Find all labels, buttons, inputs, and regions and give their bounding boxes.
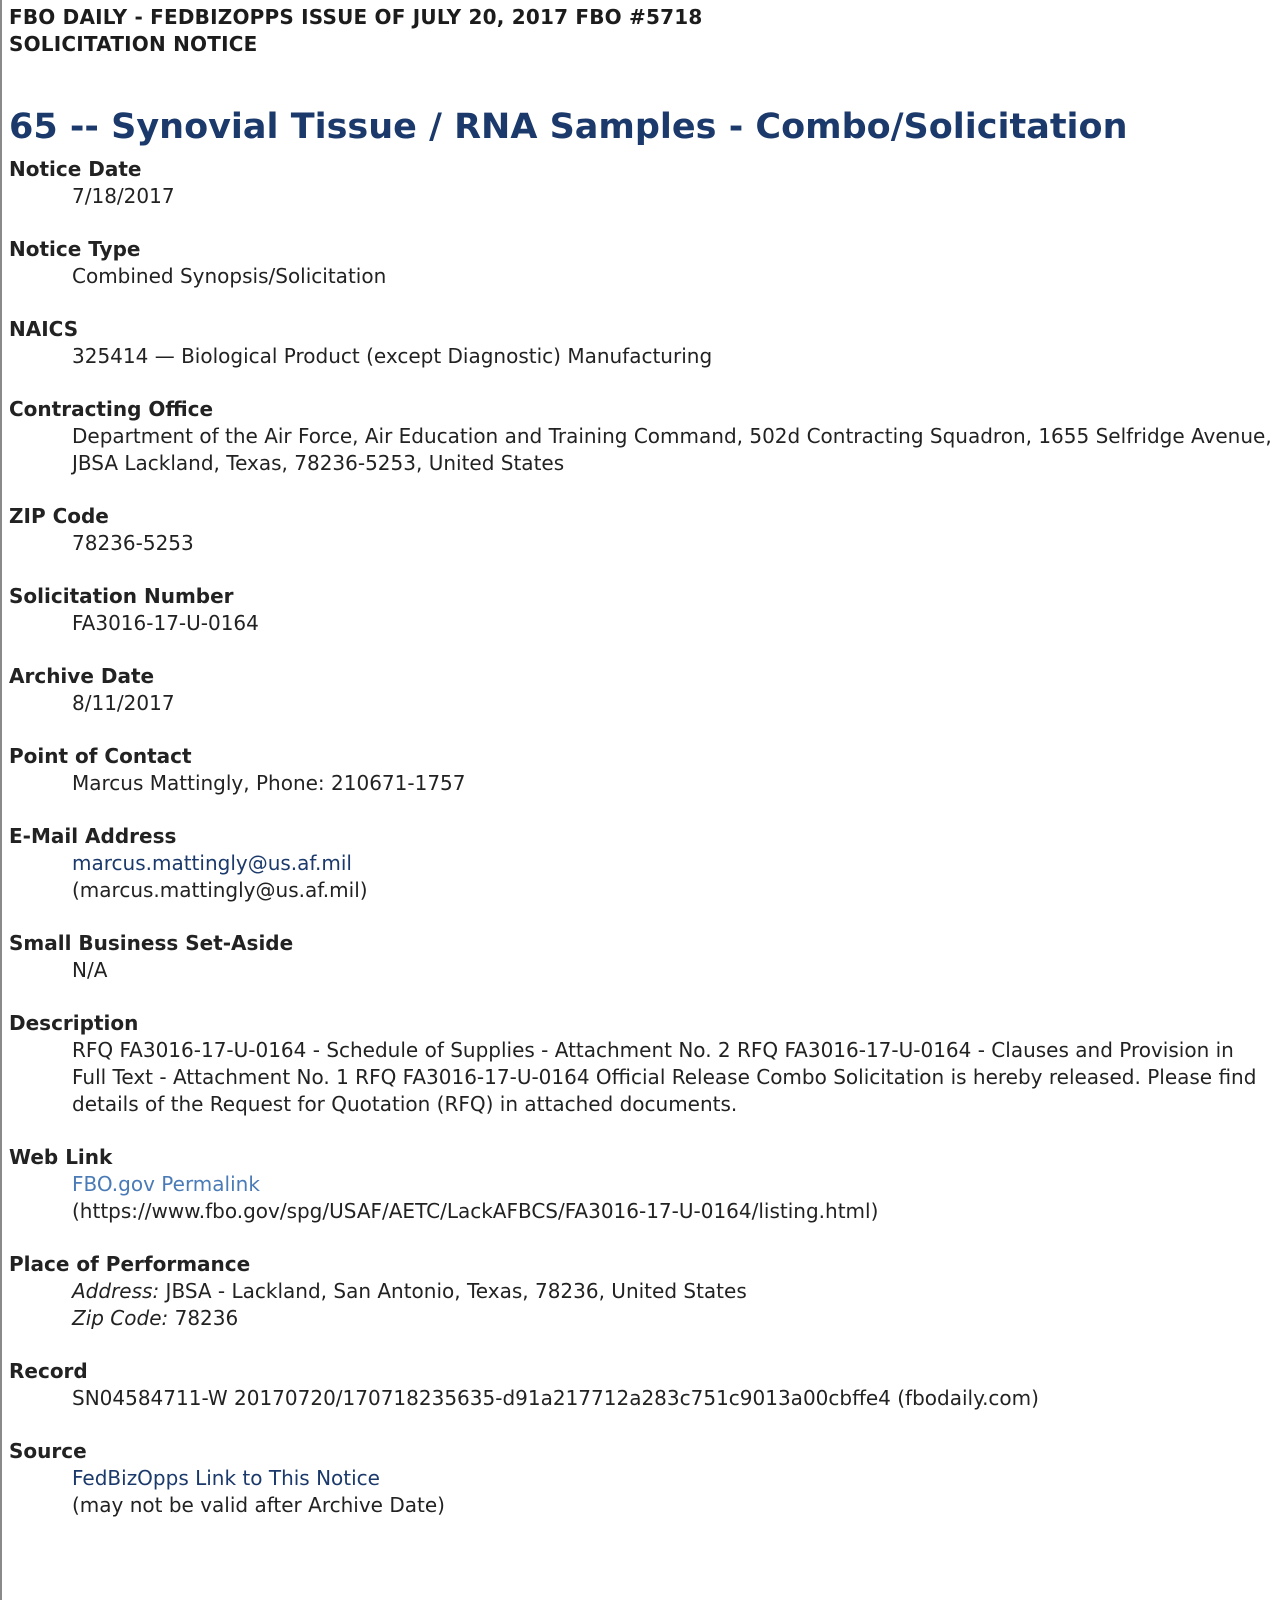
performance-address [72, 1278, 1274, 1305]
field-label: Small Business Set-Aside [9, 931, 294, 955]
field-email-address [9, 823, 1274, 904]
address-value: JBSA - Lackland, San Antonio, Texas, 78236, United States [165, 1279, 747, 1303]
description-line-2: Full Text - Attachment No. 1 RFQ FA3016-17-U-0164 Official Release Combo Solicitation is hereby released. Please find [72, 1065, 1257, 1089]
field-naics [9, 316, 1274, 370]
field-contracting-office [9, 396, 1274, 477]
field-value [9, 1037, 1274, 1118]
field-source [9, 1438, 1274, 1519]
office-line-1: Department of the Air Force, Air Education and Training Command, 502d Contracting Squadron, 1655 Selfridge Avenue, [72, 424, 1272, 448]
performance-zip [72, 1305, 1274, 1332]
field-label: Notice Date [9, 157, 142, 181]
email-link[interactable]: marcus.mattingly@us.af.mil [72, 851, 352, 875]
field-value [9, 850, 1274, 904]
field-label: Point of Contact [9, 744, 192, 768]
field-label: Source [9, 1439, 87, 1463]
field-point-of-contact [9, 743, 1274, 797]
field-value: 7/18/2017 [72, 184, 175, 208]
field-web-link [9, 1144, 1274, 1225]
field-description [9, 1010, 1274, 1118]
page-title: 65 -- Synovial Tissue / RNA Samples - Combo/Solicitation [9, 107, 1128, 147]
notice-page [9, 4, 1274, 1545]
field-record [9, 1358, 1274, 1412]
field-set-aside [9, 930, 1274, 984]
notice-kind: SOLICITATION NOTICE [9, 32, 258, 56]
field-label: Place of Performance [9, 1252, 251, 1276]
field-label: Description [9, 1011, 139, 1035]
permalink-link[interactable]: FBO.gov Permalink [72, 1172, 260, 1196]
field-value: N/A [72, 958, 108, 982]
field-value: 325414 — Biological Product (except Diagnostic) Manufacturing [72, 344, 713, 368]
description-line-1: RFQ FA3016-17-U-0164 - Schedule of Supplies - Attachment No. 2 RFQ FA3016-17-U-0164 - Clauses and Provision in [72, 1038, 1234, 1062]
fedbizopps-link[interactable]: FedBizOpps Link to This Notice [72, 1466, 380, 1490]
field-label: E-Mail Address [9, 824, 177, 848]
field-label: ZIP Code [9, 504, 109, 528]
field-value: 78236-5253 [72, 531, 194, 555]
field-place-of-performance [9, 1251, 1274, 1332]
field-label: Solicitation Number [9, 584, 234, 608]
permalink-url: (https://www.fbo.gov/spg/USAF/AETC/LackAFBCS/FA3016-17-U-0164/listing.html) [72, 1199, 879, 1223]
issue-line: FBO DAILY - FEDBIZOPPS ISSUE OF JULY 20, 2017 FBO #5718 [9, 5, 703, 29]
field-label: Notice Type [9, 237, 141, 261]
source-note: (may not be valid after Archive Date) [72, 1493, 445, 1517]
field-value: Marcus Mattingly, Phone: 210671-1757 [72, 771, 466, 795]
left-border [0, 0, 2, 1600]
field-value [9, 1465, 1274, 1519]
field-solicitation-number [9, 583, 1274, 637]
field-notice-date [9, 156, 1274, 210]
field-label: Record [9, 1359, 88, 1383]
field-value: SN04584711-W 20170720/170718235635-d91a217712a283c751c9013a00cbffe4 (fbodaily.com) [72, 1386, 1039, 1410]
field-label: Contracting Office [9, 397, 214, 421]
field-value: 8/11/2017 [72, 691, 175, 715]
office-line-2: JBSA Lackland, Texas, 78236-5253, United States [72, 451, 565, 475]
notice-fields [9, 156, 1274, 1519]
field-label: Web Link [9, 1145, 113, 1169]
issue-header [9, 4, 1274, 58]
field-value [9, 1278, 1274, 1332]
field-value: Combined Synopsis/Solicitation [72, 264, 387, 288]
field-label: NAICS [9, 317, 79, 341]
address-label: Address: [72, 1279, 160, 1303]
email-plain: (marcus.mattingly@us.af.mil) [72, 878, 368, 902]
field-value [9, 423, 1274, 477]
field-archive-date [9, 663, 1274, 717]
field-label: Archive Date [9, 664, 155, 688]
field-notice-type [9, 236, 1274, 290]
field-value: FA3016-17-U-0164 [72, 611, 259, 635]
zip-value: 78236 [174, 1306, 239, 1330]
field-zip-code [9, 503, 1274, 557]
description-line-3: details of the Request for Quotation (RFQ) in attached documents. [72, 1092, 738, 1116]
field-value [9, 1171, 1274, 1225]
zip-label: Zip Code: [72, 1306, 169, 1330]
